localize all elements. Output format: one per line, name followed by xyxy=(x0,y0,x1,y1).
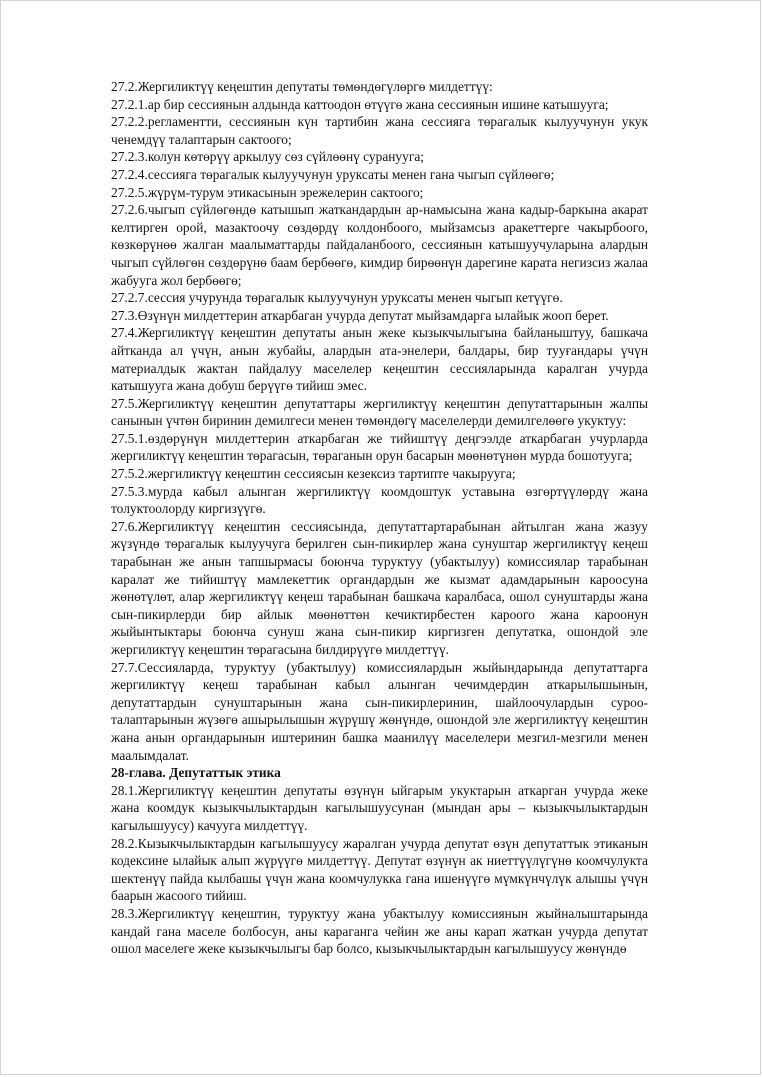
paragraph-27-2-7: 27.2.7.сессия учурунда төрагалык кылуучунун уруксаты менен чыгып кетүүгө. xyxy=(111,290,563,306)
paragraph-27-2-2: 27.2.2.регламентти, сессиянын күн тартибин жана сессияга төрагалык кылуучунун укук ченемдүү талаптарын сактоого; xyxy=(111,114,648,147)
paragraph-27-2-1: 27.2.1.ар бир сессиянын алдында каттоодон өтүүгө жана сессиянын ишине катышууга; xyxy=(111,96,609,112)
paragraph-27-5-2: 27.5.2.жергиликтүү кеңештин сессиясын кезексиз тартипте чакырууга; xyxy=(111,466,516,482)
paragraph-27-2: 27.2.Жергиликтүү кеңештин депутаты төмөндөгүлөргө милдеттүү: xyxy=(111,79,493,94)
paragraph-28-3: 28.3.Жергиликтүү кеңештин, туруктуу жана убактылуу комиссиянын жыйналыштарында кандай гана маселе болбосун, аны караганга чейин же аны карап жаткан учурда депутат ошол маселеге жеке кызыкчылыгы бар болсо, кызыкчылыктардын кагылышуусу жөнүндө xyxy=(111,905,648,957)
paragraph-27-3: 27.3.Өзүнүн милдеттерин аткарбаган учурда депутат мыйзамдарга ылайык жооп берет. xyxy=(111,307,609,323)
paragraph-28-1: 28.1.Жергиликтүү кеңештин депутаты өзүнүн ыйгарым укуктарын аткарган учурда жеке жана коомдук кызыкчылыктардын кагылышуусунан (мындан ары – кызыкчылыктардын кагылышуусу) качууга милдеттүү. xyxy=(111,782,648,833)
paragraph-27-2-3: 27.2.3.колун көтөрүү аркылуу сөз сүйлөөнү суранууга; xyxy=(111,149,424,165)
document-body xyxy=(111,78,648,958)
paragraph-27-6: 27.6.Жергиликтүү кеңештин сессиясында, депутаттартарабынан айтылган жана жазуу жүзүндө төрагалык кылуучуга берилген сын-пикирлер жана сунуштар жергиликтүү кеңеш тарабынан же анын тапшырмасы боюнча туруктуу (убактылуу) комиссиялар тарабынан каралат же тийиштүү мамлекеттик органдардын же кызмат адамдарынын кароосуна жөнөтүлөт, алар жергиликтүү кеңеш тарабынан башкача каралбаса, ошол сунуштарды жана сын-пикирлерди бир айлык мөөнөттөн кечиктирбестен кароого жана кароонун жыйынтыктары боюнча сунуш жана сын-пикир киргизген депутатка, ошондой эле жергиликтүү кеңештин төрагасына билдирүүгө милдеттүү. xyxy=(111,518,648,657)
paragraph-27-2-4: 27.2.4.сессияга төрагалык кылуучунун уруксаты менен гана чыгып сүйлөөгө; xyxy=(111,166,555,182)
chapter-heading: 28-глава. Депутаттык этика xyxy=(111,765,281,781)
paragraph-27-5-1: 27.5.1.өздөрүнүн милдеттерин аткарбаган же тийиштүү деңгээлде аткарбаган учурларда жергиликтүү кеңештин төрагасын, төраганын орун басарын мөөнөтүнөн мурда бошотууга; xyxy=(111,430,648,464)
paragraph-27-2-5: 27.2.5.жүрүм-турум этикасынын эрежелерин сактоого; xyxy=(111,184,424,200)
paragraph-27-4: 27.4.Жергиликтүү кеңештин депутаты анын жеке кызыкчылыгына байланыштуу, башкача айтканда ал үчүн, анын жубайы, алардын ата-энелери, балдары, бир тууғандары үчүн материалдык жактан пайдалуу маселелер кеңештин сессияларында каралган учурда катышууга жана добуш берүүгө тийиш эмес. xyxy=(111,325,648,394)
paragraph-27-5: 27.5.Жергиликтүү кеңештин депутаттары жергиликтүү кеңештин депутаттарынын жалпы санынын үчтөн биринин демилгеси менен төмөндөгү маселелерди демилгелөөгө укуктуу: xyxy=(111,395,648,429)
paragraph-27-7: 27.7.Сессияларда, туруктуу (убактылуу) комиссиялардын жыйындарында депутаттарга жергиликтүү кеңеш тарабынан кабыл алынган чечимдердин аткарылышынын, депутаттардын сунуштарынын жана сын-пикирлеринин, шайлоочулардын суроо-талаптарынын жүзөгө ашырылышын жүрүшү жөнүндө, ошондой эле жергиликтүү кеңештин жана анын органдарынын иштеринин башка маанилүү маселелери мезгил-мезгили менен маалымдалат. xyxy=(111,659,648,763)
paragraph-27-5-3: 27.5.3.мурда кабыл алынган жергиликтүү коомдоштук уставына өзгөртүүлөрдү жана толуктоолорду киргизүүгө. xyxy=(111,483,648,517)
paragraph-27-2-6: 27.2.6.чыгып сүйлөгөндө катышып жаткандардын ар-намысына жана кадыр-баркына акарат келтирген орой, мазактоочу сөздөрдү колдонбоого, мыйзамсыз аракеттерге чакырбоого, көзкөрүнөө жалган маалыматтарды пайдаланбоого, сессиянын катышуучуларына алардын чыгып сүйлөгөн сөздөрүнө баам бербөөгө, кимдир бирөөнүн дарегине карата негизсиз жалаа жабууга жол бербөөгө; xyxy=(111,202,648,288)
paragraph-28-2: 28.2.Кызыкчылыктардын кагылышуусу жаралган учурда депутат өзүн депутаттык этиканын кодексине ылайык алып жүрүүгө милдеттүү. Депутат өзүнүн ак ниеттүүлүгүнө коомчулукта шектенүү пайда кылбашы үчүн жана коомчулукка гана ишенүүгө мүмкүнчүлүк алышы үчүн баарын жасоого тийиш. xyxy=(111,835,648,904)
